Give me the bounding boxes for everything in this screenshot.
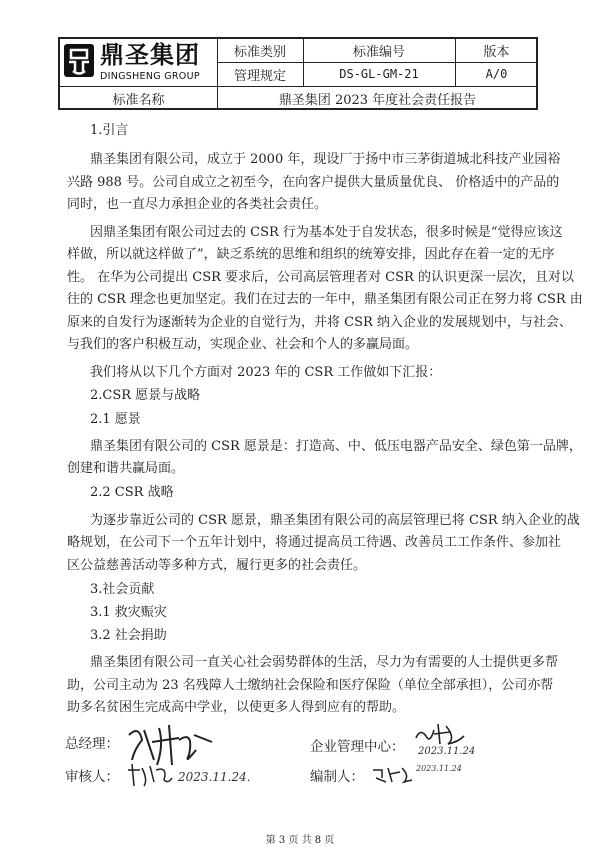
subsection-heading: 2.1 愿景 [90,412,141,427]
company-logo [64,42,216,84]
paragraph-line: 创建和谐共赢局面。 [67,461,185,476]
paragraph-line: 往的 CSR 理念也更加坚定。我们在过去的一年中，鼎圣集团有限公司正在努力将 CSR 由 [67,292,583,307]
reviewer-label: 审核人： [65,769,119,785]
mgmt-date: 2023.11.24 [418,746,476,757]
subsection-heading: 2.2 CSR 战略 [90,485,174,500]
version-label: 版本 [483,45,510,60]
number-value: DS-GL-GM-21 [339,67,419,81]
document-header-table [58,37,538,110]
editor-signature [370,764,414,786]
reviewer-signature [124,760,174,790]
editor-date: 2023.11.24 [416,764,462,773]
paragraph-line: 原来的自发行为逐渐转为企业的自觉行为，并将 CSR 纳入企业的发展规划中，与社会、 [67,315,572,330]
paragraph-line: 鼎圣集团有限公司，成立于 2000 年，现设厂于扬中市三茅街道城北科技产业园裕 [90,152,561,167]
paragraph-line: 我们将从以下几个方面对 2023 年的 CSR 工作做如下汇报： [90,365,442,380]
page-number: 第 3 页 共 8 页 [265,835,335,846]
paragraph-line: 兴路 988 号。公司自成立之初至今，在向客户提供大量质量优良、 价格适中的产品的 [67,175,560,190]
paragraph-line: 因鼎圣集团有限公司过去的 CSR 行为基本处于自发状态，很多时候是“觉得应该这 [90,225,563,240]
subsection-heading: 3.2 社会捐助 [90,628,167,643]
paragraph-line: 样做，所以就这样做了”，缺乏系统的思维和组织的统筹安排，因此存在着一定的无序 [67,247,555,262]
subsection-heading: 3.1 救灾赈灾 [90,605,167,620]
paragraph-line: 鼎圣集团有限公司的 CSR 愿景是：打造高、中、低压电器产品安全、绿色第一品牌， [90,439,582,454]
category-value: 管理规定 [233,68,286,84]
section-heading: 1.引言 [90,123,129,138]
paragraph-line: 鼎圣集团有限公司一直关心社会弱势群体的生活，尽力为有需要的人士提供更多帮 [90,655,559,670]
paragraph-line: 区公益慈善活动等多种方式，履行更多的社会责任。 [67,558,367,573]
logo-text-en: DINGSHENG GROUP [100,71,200,82]
gm-label: 总经理： [65,736,119,752]
paragraph-line: 助多名贫困生完成高中学业，以使更多人得到应有的帮助。 [67,700,406,715]
paragraph-line: 性。 在华为公司提出 CSR 要求后，公司高层管理者对 CSR 的认识更深一层次，且对以 [67,270,574,285]
section-heading: 3.社会贡献 [90,582,155,597]
name-label: 标准名称 [112,92,165,108]
number-label: 标准编号 [352,45,405,60]
category-label: 标准类别 [233,45,286,60]
logo-mark-icon [64,44,94,77]
mgmt-center-label: 企业管理中心： [310,739,405,755]
paragraph-line: 与我们的客户积极互动，实现企业、社会和个人的多赢局面。 [67,337,419,352]
paragraph-line: 略规划，在公司下一个五年计划中，将通过提高员工待遇、改善员工工作条件、参加社 [67,535,562,550]
paragraph-line: 助，公司主动为 23 名残障人士缴纳社会保险和医疗保险（单位全部承担），公司亦帮 [67,678,554,693]
paragraph-line: 为逐步靠近公司的 CSR 愿景，鼎圣集团有限公司的高层管理已将 CSR 纳入企业的战 [90,513,580,528]
name-value: 鼎圣集团 2023 年度社会责任报告 [278,92,477,108]
section-heading: 2.CSR 愿景与战略 [90,388,201,403]
reviewer-date: 2023.11.24. [178,770,251,784]
editor-label: 编制人： [310,769,364,785]
version-value: A/0 [485,67,508,81]
logo-text-cn: 鼎圣集团 [100,41,200,69]
mgmt-signature [412,720,472,746]
paragraph-line: 同时，也一直尽力承担企业的各类社会责任。 [67,197,328,212]
